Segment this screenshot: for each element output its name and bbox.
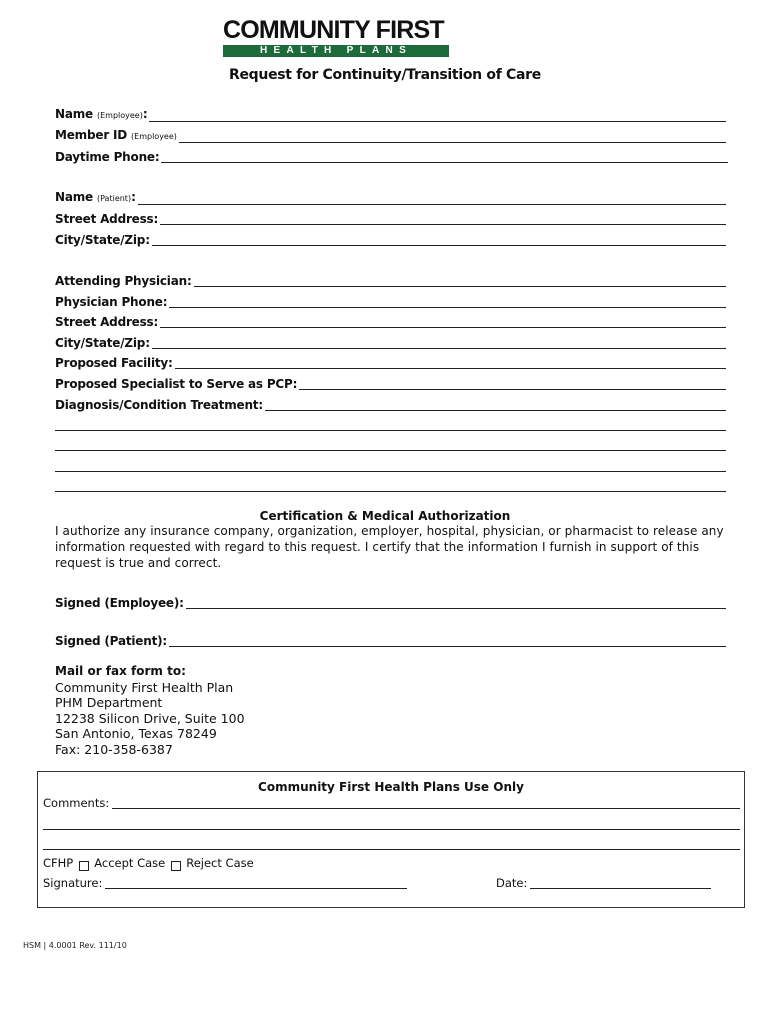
physician-city-label: City/State/Zip:	[55, 336, 150, 350]
reject-case-label: Reject Case	[186, 856, 254, 870]
employee-signature-line[interactable]	[186, 596, 726, 609]
patient-city-field[interactable]	[55, 230, 726, 248]
cfhp-label: CFHP	[43, 856, 74, 870]
patient-street-field[interactable]	[55, 209, 726, 227]
office-signature-line[interactable]	[105, 878, 407, 889]
patient-street-line[interactable]	[160, 212, 726, 225]
diagnosis-continuation-line[interactable]	[55, 430, 726, 431]
mail-label: Mail or fax form to:	[55, 664, 186, 678]
diagnosis-field[interactable]	[55, 395, 726, 413]
member-id-field[interactable]	[55, 127, 726, 145]
patient-signature-line[interactable]	[169, 634, 726, 647]
diagnosis-continuation-line[interactable]	[55, 450, 726, 451]
accept-case-checkbox[interactable]	[79, 861, 89, 871]
patient-name-field[interactable]	[55, 189, 726, 207]
proposed-facility-line[interactable]	[175, 356, 726, 369]
form-revision-footer: HSM | 4.0001 Rev. 111/10	[23, 941, 127, 950]
physician-street-field[interactable]	[55, 312, 726, 330]
reject-case-checkbox[interactable]	[171, 861, 181, 871]
proposed-specialist-field[interactable]	[55, 374, 726, 392]
address-line: PHM Department	[55, 695, 163, 710]
comments-continuation-line[interactable]	[43, 829, 740, 830]
physician-phone-label: Physician Phone:	[55, 295, 168, 309]
comments-field[interactable]	[43, 795, 740, 811]
daytime-phone-field[interactable]	[55, 147, 728, 165]
comments-line[interactable]	[112, 798, 740, 809]
office-date-line[interactable]	[530, 878, 711, 889]
physician-street-label: Street Address:	[55, 315, 159, 329]
fax-line: Fax: 210-358-6387	[55, 742, 173, 757]
decision-row	[43, 855, 257, 871]
patient-street-label: Street Address:	[55, 212, 159, 226]
patient-signature-field[interactable]	[55, 631, 726, 649]
office-use-title: Community First Health Plans Use Only	[258, 780, 524, 794]
proposed-facility-label: Proposed Facility:	[55, 356, 173, 370]
proposed-facility-field[interactable]	[55, 353, 726, 371]
patient-city-line[interactable]	[152, 233, 726, 246]
patient-signature-label: Signed (Patient):	[55, 634, 168, 648]
address-line: 12238 Silicon Drive, Suite 100	[55, 711, 245, 726]
office-date-field[interactable]	[496, 875, 711, 891]
office-use-box	[37, 771, 745, 908]
logo-tagline-bar: HEALTH PLANS	[223, 45, 449, 57]
attending-physician-field[interactable]	[55, 271, 726, 289]
employee-signature-field[interactable]	[55, 593, 726, 611]
attending-physician-line[interactable]	[194, 274, 726, 287]
diagnosis-continuation-line[interactable]	[55, 491, 726, 492]
physician-city-field[interactable]	[55, 333, 726, 351]
community-first-logo	[223, 16, 449, 58]
certification-text: I authorize any insurance company, organization, employer, hospital, physician, or pharmacist to release any information requested with regard to this request. I certify that the information I furnish in support of this request is true and correct.	[55, 524, 724, 570]
certification-title: Certification & Medical Authorization	[259, 509, 511, 523]
office-date-label: Date:	[496, 876, 528, 890]
patient-name-label: Name (Patient):	[55, 190, 136, 204]
physician-street-line[interactable]	[160, 315, 726, 328]
daytime-phone-label: Daytime Phone:	[55, 150, 160, 164]
physician-phone-line[interactable]	[169, 295, 726, 308]
logo-wordmark: COMMUNITY FIRST	[223, 16, 444, 44]
comments-continuation-line[interactable]	[43, 849, 740, 850]
physician-city-line[interactable]	[152, 336, 726, 349]
comments-label: Comments:	[43, 796, 110, 810]
patient-city-label: City/State/Zip:	[55, 233, 150, 247]
office-signature-field[interactable]	[43, 875, 407, 891]
proposed-specialist-line[interactable]	[299, 377, 726, 390]
address-line: San Antonio, Texas 78249	[55, 726, 217, 741]
member-id-label: Member ID (Employee)	[55, 128, 177, 142]
member-id-line[interactable]	[179, 130, 726, 143]
daytime-phone-line[interactable]	[161, 150, 728, 163]
accept-case-label: Accept Case	[94, 856, 166, 870]
patient-name-line[interactable]	[138, 192, 726, 205]
diagnosis-label: Diagnosis/Condition Treatment:	[55, 398, 263, 412]
proposed-specialist-label: Proposed Specialist to Serve as PCP:	[55, 377, 298, 391]
attending-physician-label: Attending Physician:	[55, 274, 192, 288]
physician-phone-field[interactable]	[55, 292, 726, 310]
form-title: Request for Continuity/Transition of Care	[229, 67, 541, 83]
diagnosis-continuation-line[interactable]	[55, 471, 726, 472]
employee-name-label: Name (Employee):	[55, 107, 148, 121]
employee-name-line[interactable]	[149, 109, 726, 122]
employee-name-field[interactable]	[55, 106, 726, 124]
diagnosis-line[interactable]	[265, 398, 726, 411]
office-signature-label: Signature:	[43, 876, 103, 890]
employee-signature-label: Signed (Employee):	[55, 596, 184, 610]
address-line: Community First Health Plan	[55, 680, 234, 695]
